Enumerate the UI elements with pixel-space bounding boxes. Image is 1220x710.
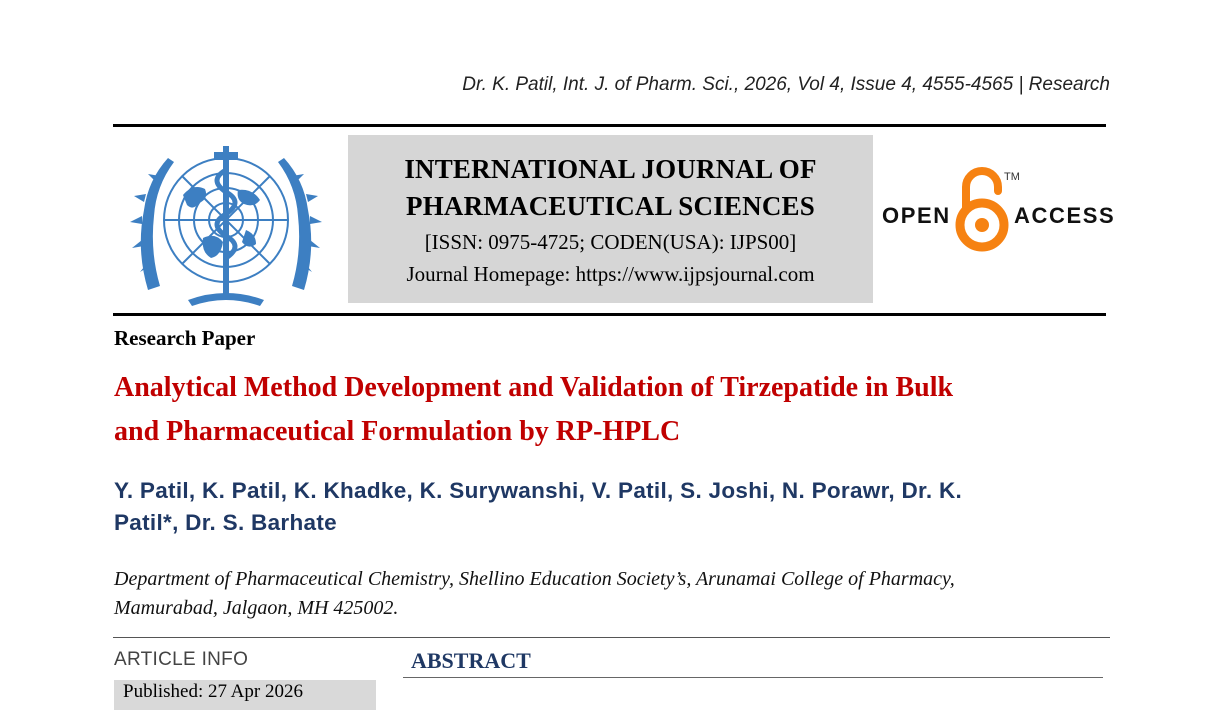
trademark-mark: TM: [1004, 171, 1020, 183]
access-label: ACCESS: [1014, 203, 1116, 228]
un-emblem-icon: [128, 140, 324, 306]
affiliation-line2: Mamurabad, Jalgaon, MH 425002.: [114, 597, 399, 619]
paper-type: Research Paper: [114, 326, 256, 350]
affiliation-line1: Department of Pharmaceutical Chemistry, Shellino Education Society’s, Arunamai College of Pharmacy,: [114, 568, 955, 590]
running-header: Dr. K. Patil, Int. J. of Pharm. Sci., 2026, Vol 4, Issue 4, 4555-4565 | Research: [462, 74, 1110, 95]
journal-identifiers: [ISSN: 0975-4725; CODEN(USA): IJPS00]: [424, 230, 797, 254]
open-access-lock-icon: [954, 165, 1010, 253]
journal-name-line2: PHARMACEUTICAL SCIENCES: [406, 191, 815, 221]
paper-title: [114, 366, 1104, 454]
author-list-line2: Patil*, Dr. S. Barhate: [114, 510, 337, 535]
journal-name: [348, 151, 873, 225]
open-label: OPEN: [882, 203, 951, 228]
paper-title-line1: Analytical Method Development and Validation of Tirzepatide in Bulk: [114, 372, 954, 403]
journal-name-line1: INTERNATIONAL JOURNAL OF: [404, 154, 817, 184]
header-rule-bottom: [113, 313, 1106, 316]
abstract-heading: ABSTRACT: [411, 648, 531, 673]
journal-homepage-link[interactable]: Journal Homepage: https://www.ijpsjournal.com: [406, 262, 815, 286]
published-box: [114, 680, 376, 710]
author-list-line1: Y. Patil, K. Patil, K. Khadke, K. Surywanshi, V. Patil, S. Joshi, N. Porawr, Dr. K.: [114, 478, 963, 503]
section-divider: [113, 637, 1110, 638]
affiliation: [114, 565, 1104, 623]
author-list: [114, 475, 1074, 539]
journal-masthead: [348, 135, 873, 303]
published-date: Published: 27 Apr 2026: [123, 681, 303, 702]
open-access-logo: [880, 165, 1116, 255]
paper-title-line2: and Pharmaceutical Formulation by RP-HPLC: [114, 416, 681, 447]
abstract-divider: [403, 677, 1103, 678]
header-rule-top: [113, 124, 1106, 127]
article-info-heading: ARTICLE INFO: [114, 649, 249, 670]
